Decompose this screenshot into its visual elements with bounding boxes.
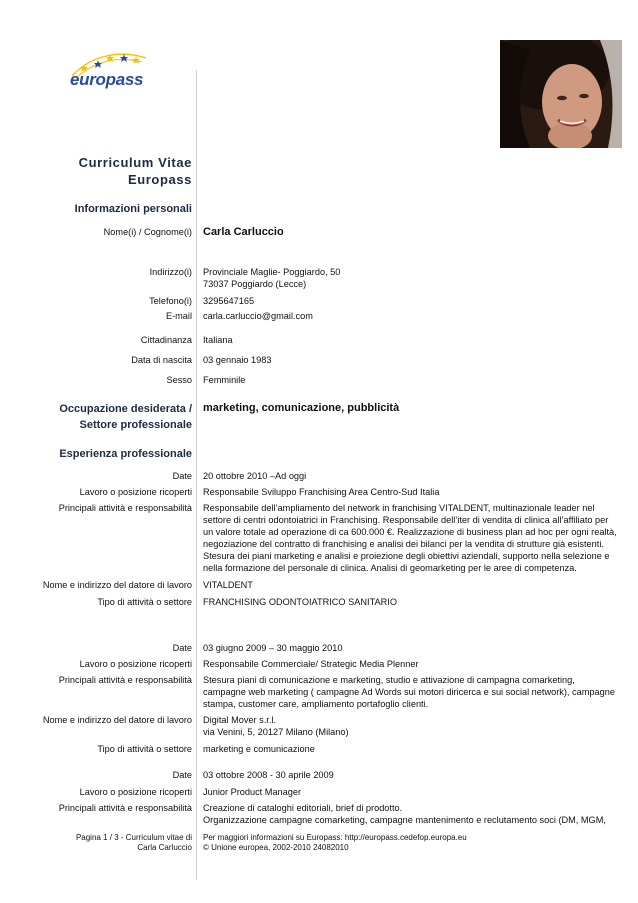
job2-date: 03 giugno 2009 – 30 maggio 2010	[203, 643, 343, 653]
phone-label: Telefono(i)	[149, 296, 192, 306]
job2-activities-label: Principali attività e responsabilità	[58, 675, 192, 685]
email-label: E-mail	[165, 311, 192, 321]
footer-page-line1: Pagina 1 / 3 - Curriculum vitae di	[75, 833, 192, 842]
phone-value: 3295647165	[203, 296, 255, 306]
job3-activities-line: Organizzazione campagne comarketing, campagne mantenimento e reclutamento soci (DM, MGM,	[203, 815, 606, 825]
job3-position: Junior Product Manager	[203, 787, 302, 797]
job1-activities-line: Responsabile dell’ampliamento del network in franchising VITALDENT, multinazionale leader nel	[203, 503, 595, 513]
job2-activities-line: campagne web marketing ( campagne Ad Words sui motori diricerca e sui social network), campagne	[203, 687, 615, 697]
job3-position-label: Lavoro o posizione ricoperti	[79, 787, 192, 797]
portrait-image	[500, 40, 622, 148]
citizenship-label: Cittadinanza	[140, 335, 192, 345]
job1-activities-line: negoziazione del contratto di franchising e analisi dei bilanci per la vendita di strutture già esistenti.	[203, 539, 604, 549]
job2-employer-label: Nome e indirizzo del datore di lavoro	[42, 715, 192, 725]
job1-activities-line: Stesura dei piani marketing e analisi e proiezione degli obiettivi aziendali, supporto nella selezione e	[203, 551, 610, 561]
job1-activities-line: nella formazione del personale di clinica. Analisi di geomarketing per le aree di competenza.	[203, 563, 577, 573]
job2-employer-address: via Venini, 5, 20127 Milano (Milano)	[203, 727, 349, 737]
section-personal-info: Informazioni personali	[74, 203, 192, 215]
job3-date-label: Date	[172, 770, 192, 780]
job2-position-label: Lavoro o posizione ricoperti	[79, 659, 192, 669]
footer-page-line2: Carla Carluccio	[137, 843, 192, 852]
job2-sector-label: Tipo di attività o settore	[97, 744, 192, 754]
europass-logo	[62, 48, 162, 98]
birth-label: Data di nascita	[131, 355, 192, 365]
email-value: carla.carluccio@gmail.com	[203, 311, 313, 321]
address-label: Indirizzo(i)	[149, 267, 192, 277]
birth-value: 03 gennaio 1983	[203, 355, 272, 365]
job3-activities-label: Principali attività e responsabilità	[58, 803, 192, 813]
cv-title-line2: Europass	[127, 172, 192, 187]
europass-logo-text: europass	[70, 70, 144, 89]
desired-occupation-value: marketing, comunicazione, pubblicità	[203, 402, 400, 414]
job3-date: 03 ottobre 2008 - 30 aprile 2009	[203, 770, 334, 780]
job3-activities-line: Creazione di cataloghi editoriali, brief di prodotto.	[203, 803, 403, 813]
footer-info-line1: Per maggiori informazioni su Europass: http://europass.cedefop.europa.eu	[203, 833, 467, 842]
job1-sector: FRANCHISING ODONTOIATRICO SANITARIO	[203, 597, 397, 607]
desired-occupation-label-line2: Settore professionale	[79, 419, 192, 431]
sex-label: Sesso	[166, 375, 192, 385]
section-experience: Esperienza professionale	[59, 448, 192, 460]
sex-value: Femminile	[203, 375, 246, 385]
job1-employer-label: Nome e indirizzo del datore di lavoro	[42, 580, 192, 590]
job2-employer: Digital Mover s.r.l.	[203, 715, 277, 725]
citizenship-value: Italiana	[203, 335, 233, 345]
name-label: Nome(i) / Cognome(i)	[103, 227, 192, 237]
job2-position: Responsabile Commerciale/ Strategic Media Plenner	[203, 659, 419, 669]
job1-date: 20 ottobre 2010 –Ad oggi	[203, 471, 307, 481]
name-value: Carla Carluccio	[203, 226, 284, 238]
job1-date-label: Date	[172, 471, 192, 481]
job1-position-label: Lavoro o posizione ricoperti	[79, 487, 192, 497]
job1-employer: VITALDENT	[203, 580, 253, 590]
job1-sector-label: Tipo di attività o settore	[97, 597, 192, 607]
address-line2: 73037 Poggiardo (Lecce)	[203, 279, 307, 289]
address-line1: Provinciale Maglie- Poggiardo, 50	[203, 267, 341, 277]
cv-title-line1: Curriculum Vitae	[78, 155, 192, 170]
job1-activities-label: Principali attività e responsabilità	[58, 503, 192, 513]
job2-activities-line: Stesura piani di comunicazione e marketing, studio e attivazione di campagna comarketing,	[203, 675, 575, 685]
job2-date-label: Date	[172, 643, 192, 653]
footer-info-line2: © Unione europea, 2002-2010 24082010	[203, 843, 349, 852]
job1-activities-line: settore di centri odontoiatrici in Franchising. Responsabile dell’iter di vendita di clinica all’affiliato per	[203, 515, 609, 525]
job1-position: Responsabile Sviluppo Franchising Area Centro-Sud Italia	[203, 487, 440, 497]
job1-activities-line: un valore totale ad operazione di ca 600.000 €. Realizzazione di business plan ad hoc per ogni realtà,	[203, 527, 617, 537]
column-divider	[196, 70, 197, 880]
job2-sector: marketing e comunicazione	[203, 744, 315, 754]
profile-photo	[500, 40, 622, 148]
desired-occupation-label-line1: Occupazione desiderata /	[59, 403, 192, 415]
job2-activities-line: stampa, customer care, ampliamento portafoglio clienti.	[203, 699, 429, 709]
